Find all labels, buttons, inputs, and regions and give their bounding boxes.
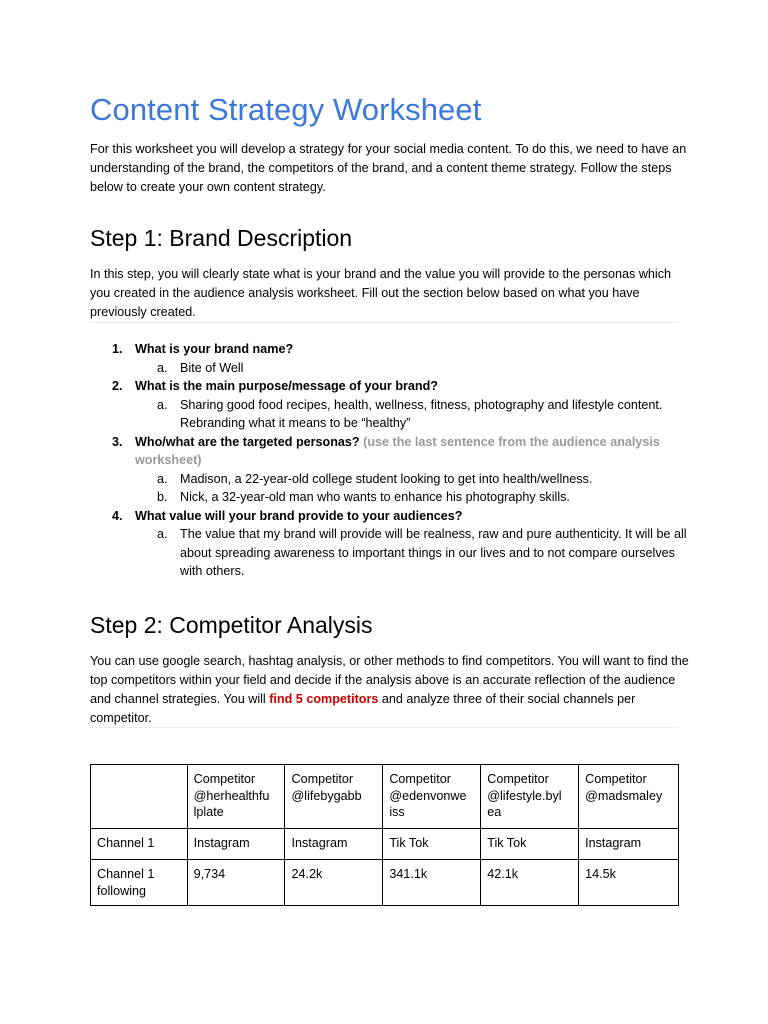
- page-title: Content Strategy Worksheet: [90, 92, 482, 127]
- answer-letter: a.: [157, 397, 168, 412]
- answer-text: The value that my brand will provide will be realness, raw and pure authenticity. It will be all about spreading awareness to important things in our lives and to not compare ourselves with others.: [180, 527, 687, 578]
- table-cell: Competitor @madsmaley: [579, 765, 679, 829]
- competitor-table: [90, 764, 679, 906]
- table-cell: 24.2k: [285, 860, 383, 906]
- question-text: What is your brand name?: [135, 342, 294, 356]
- brand-questions-list: [90, 340, 690, 581]
- table-cell: Competitor @lifestyle.byl ea: [481, 765, 579, 829]
- answer-item: [135, 470, 690, 489]
- table-cell: 42.1k: [481, 860, 579, 906]
- answer-letter: a.: [157, 471, 168, 486]
- step1-heading: Step 1: Brand Description: [90, 225, 353, 251]
- question-item: [90, 507, 690, 581]
- question-number: 2.: [112, 379, 123, 393]
- answer-item: [135, 396, 690, 433]
- intro-paragraph: For this worksheet you will develop a strategy for your social media content. To do this, we need to have an understanding of the brand, the competitors of the brand, and a content theme strategy. Follow the steps below to create your own content strategy.: [90, 142, 687, 194]
- step2-text-start: You can use google search, hashtag analysis, or other methods to find competitors. You will want to find the top competitors within your field and decide if the analysis above is an accurate reflection of the audience and channel strategies. You will: [90, 654, 689, 706]
- table-cell: Instagram: [285, 829, 383, 860]
- answer-text: Nick, a 32-year-old man who wants to enhance his photography skills.: [180, 490, 570, 504]
- answer-letter: a.: [157, 360, 168, 375]
- answer-item: [135, 359, 690, 378]
- table-cell: Tik Tok: [383, 829, 481, 860]
- question-item: [90, 340, 690, 377]
- divider: [90, 727, 678, 728]
- table-cell: Channel 1 following: [91, 860, 188, 906]
- table-cell: Instagram: [187, 829, 285, 860]
- step2-heading: Step 2: Competitor Analysis: [90, 612, 373, 638]
- answer-text: Madison, a 22-year-old college student looking to get into health/wellness.: [180, 471, 593, 486]
- answer-text: Bite of Well: [180, 360, 244, 375]
- answer-letter: b.: [157, 490, 168, 504]
- question-hint: (use the last sentence from the audience analysis worksheet): [135, 434, 660, 467]
- question-text: Who/what are the targeted personas?: [135, 434, 360, 449]
- question-item: [90, 377, 690, 433]
- step2-highlight: find 5 competitors: [269, 692, 379, 706]
- table-cell: Competitor @edenvonwe iss: [383, 765, 481, 829]
- table-cell: Channel 1: [91, 829, 188, 860]
- table-cell: 341.1k: [383, 860, 481, 906]
- question-text: What value will your brand provide to your audiences?: [135, 508, 463, 523]
- table-cell: 14.5k: [579, 860, 679, 906]
- step2-text-end: and analyze three of their social channels per competitor.: [90, 692, 636, 725]
- table-cell: [91, 765, 188, 829]
- table-cell: Competitor @herhealthfu lplate: [187, 765, 285, 829]
- table-cell: Competitor @lifebygabb: [285, 765, 383, 829]
- answer-item: [135, 525, 690, 581]
- table-header-row: [91, 765, 679, 829]
- answer-letter: a.: [157, 527, 168, 541]
- answer-text: Sharing good food recipes, health, wellness, fitness, photography and lifestyle content. Rebranding what it means to be “healthy”: [180, 397, 663, 430]
- step1-paragraph: In this step, you will clearly state what is your brand and the value you will provide to the personas which you created in the audience analysis worksheet. Fill out the section below based on what you have previously created.: [90, 267, 672, 319]
- table-row: [91, 829, 679, 860]
- divider: [90, 322, 678, 323]
- question-number: 3.: [112, 434, 123, 449]
- table-cell: 9,734: [187, 860, 285, 906]
- question-item: [90, 433, 690, 507]
- question-number: 1.: [112, 342, 123, 356]
- answer-item: [135, 488, 690, 507]
- table-cell: Instagram: [579, 829, 679, 860]
- question-number: 4.: [112, 508, 123, 523]
- step2-paragraph: [90, 652, 690, 728]
- table-row: [91, 860, 679, 906]
- table-cell: Tik Tok: [481, 829, 579, 860]
- question-text: What is the main purpose/message of your brand?: [135, 379, 439, 393]
